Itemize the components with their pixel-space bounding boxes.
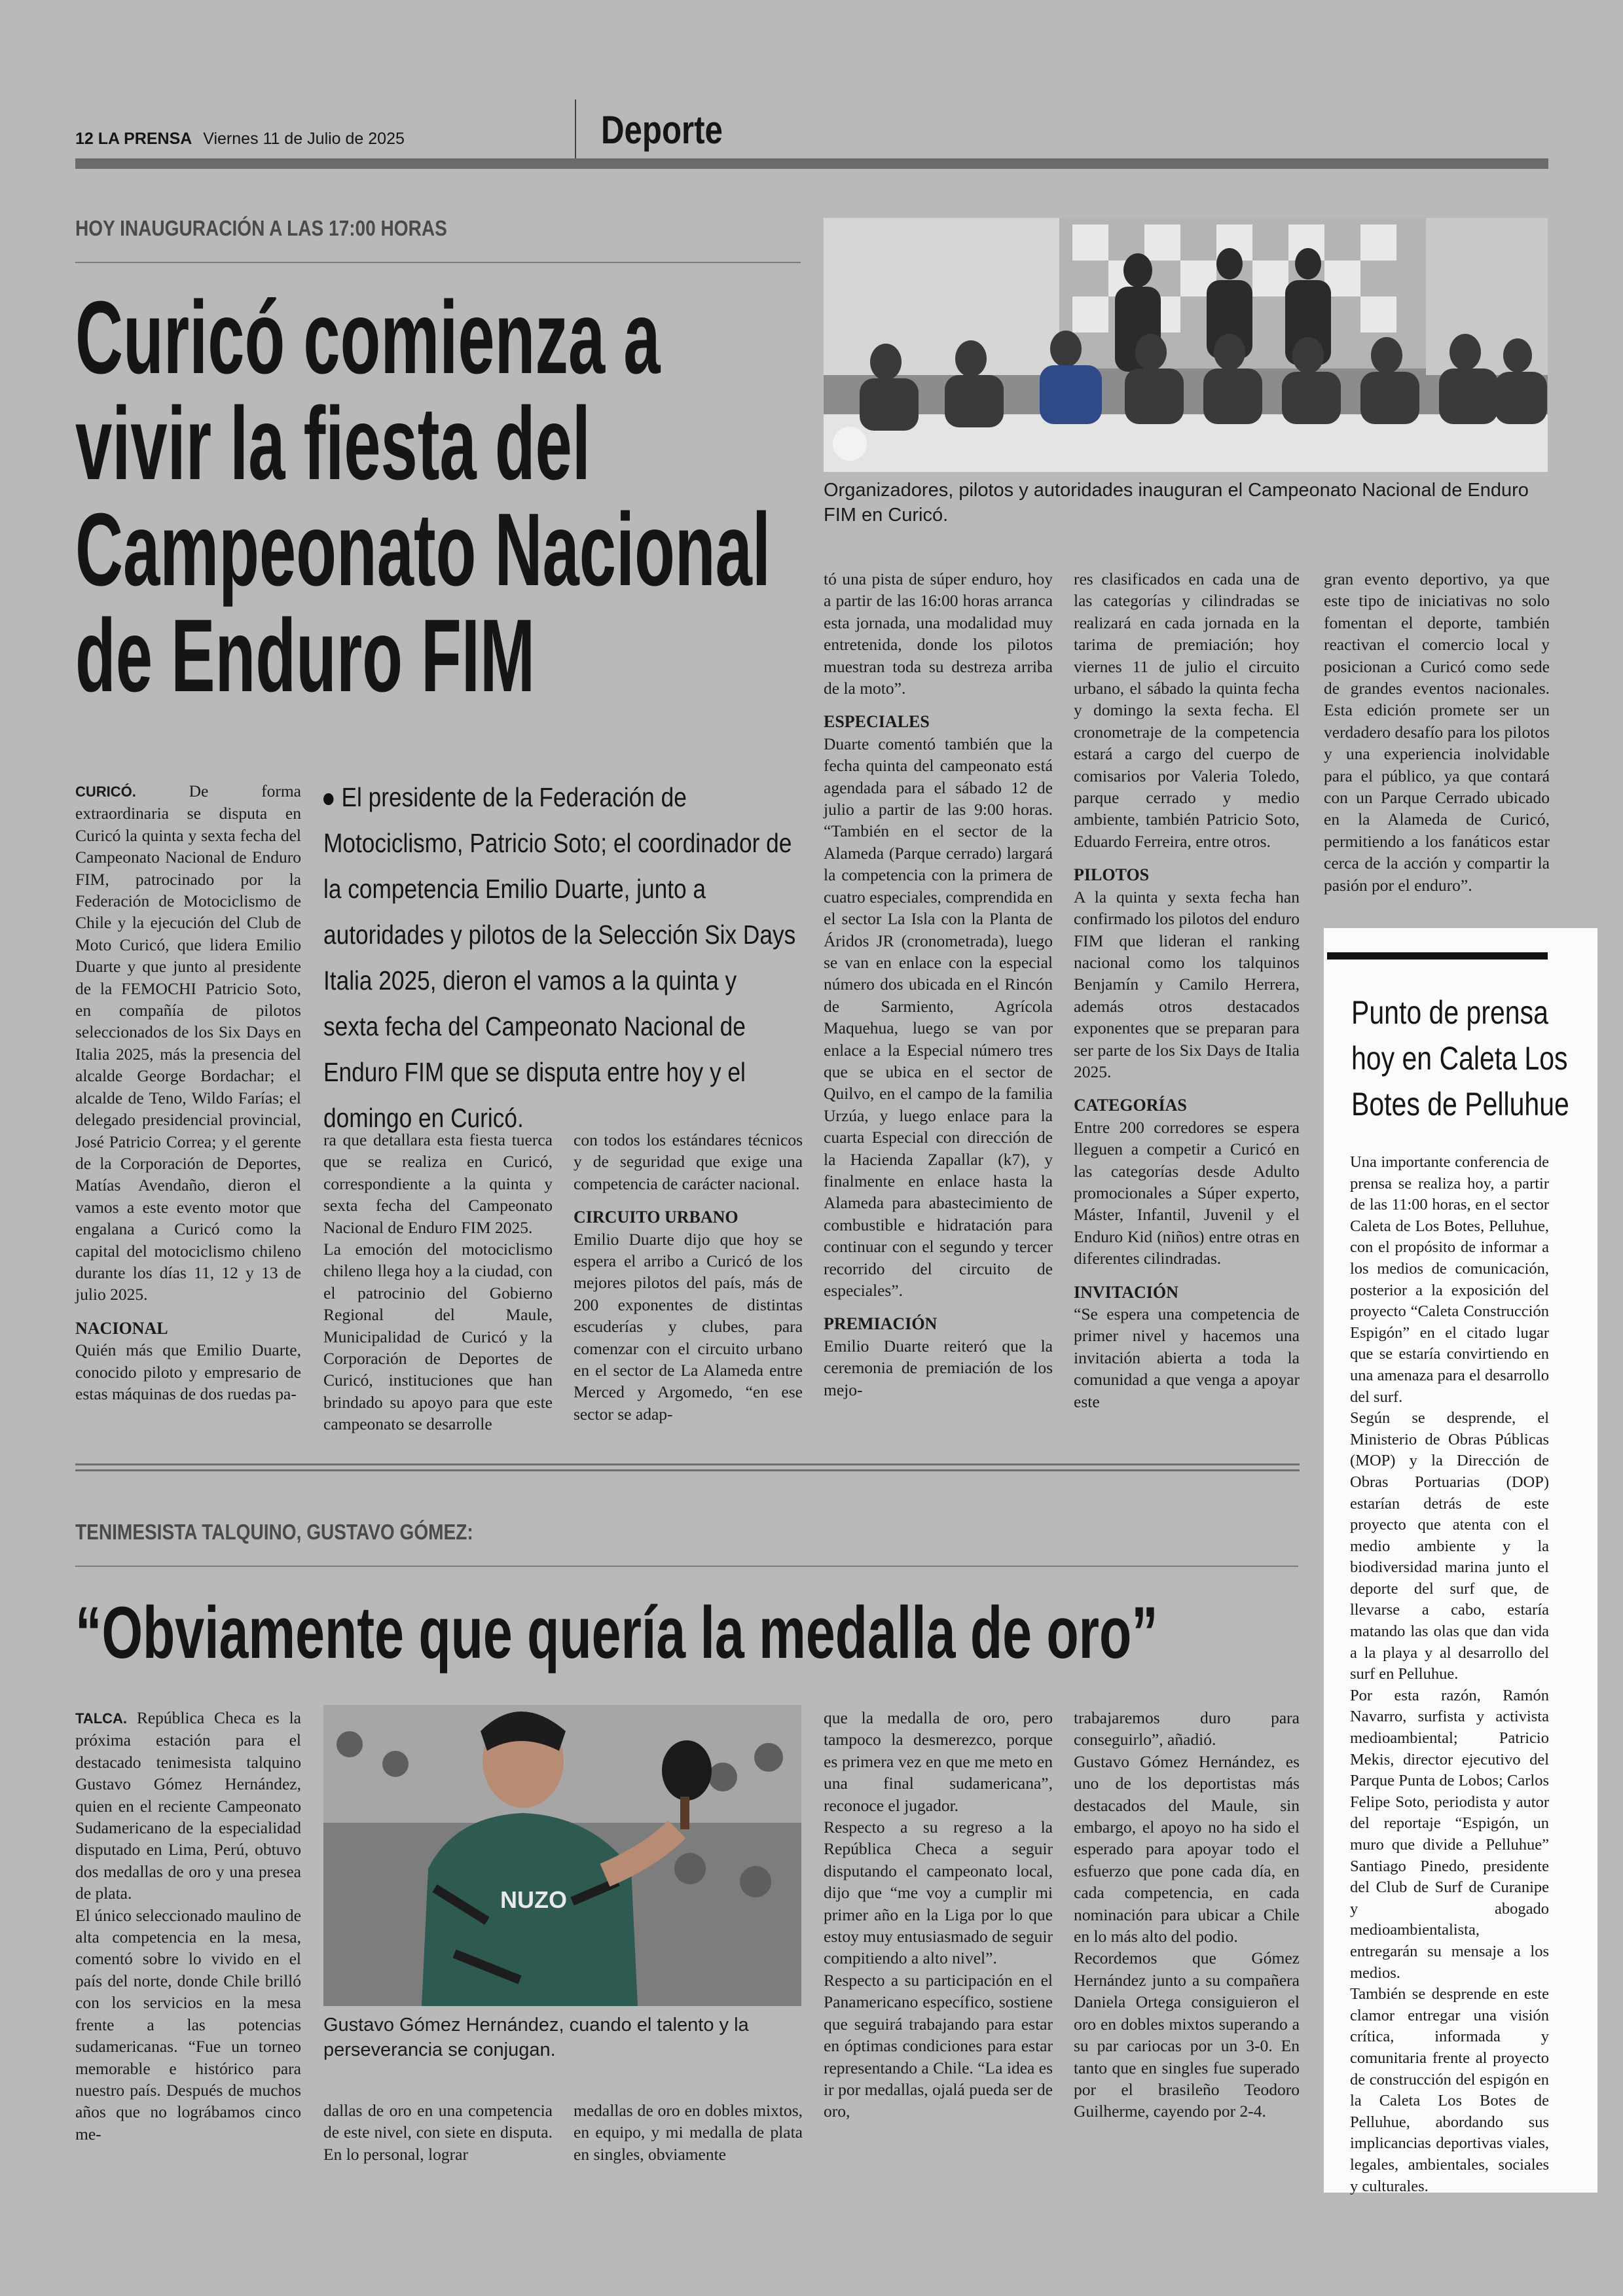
- paragraph: La emoción del motociclismo chileno llega hoy a la ciudad, con el patrocinio del Gobierno Regional del Maule, Municipalidad de Curicó y la Corporación de Deportes de Curicó, instituciones que han brindado su apoyo para que este campeonato se desarrolle: [323, 1240, 553, 1434]
- paragraph: El único seleccionado maulino de alta competencia en la mesa, comentó sobre lo vivido en el país del norte, donde Chile brilló con los servicios en la mesa frente a las potencias sudamericanas. “Fue un torneo memorable e histórico para nuestro país. Después de muchos años que no lográbamos cinco me-: [75, 1905, 301, 2144]
- paragraph: ra que detallara esta fiesta tuerca que se realiza en Curicó, correspondiente a la quinta y sexta fecha del Campeonato Nacional de Enduro FIM 2025.: [323, 1130, 553, 1237]
- bullet-icon: [323, 793, 333, 805]
- paragraph: gran evento deportivo, ya que este tipo de iniciativas no solo fomentan el deporte, también reactivan el comercio local y posicionan a Curicó como sede de grandes eventos nacionales. Esta edición promete ser un verdadero desafío para los pilotos y una experiencia inolvidable para el público, ya que contará con un Parque Cerrado ubicado en la Alameda de Curicó, permitiendo a los fanáticos estar cerca de la acción y compartir la pasión por el enduro”.: [1324, 569, 1550, 895]
- sidebar-headline: Punto de prensa hoy en Caleta Los Botes de Pelluhue: [1351, 994, 1569, 1122]
- paragraph: Recordemos que Gómez Hernández junto a su compañera Daniela Ortega consiguieron el oro en dobles mixtos superando a su par cariocas por un 3-0. En tanto que en singles fue superado por el brasileño Teodoro Guilherme, cayendo por 2-4.: [1074, 1948, 1300, 2121]
- paragraph: medallas de oro en dobles mixtos, en equipo, y mi medalla de plata en singles, obviamente: [574, 2101, 803, 2164]
- paragraph: Según se desprende, el Ministerio de Obras Públicas (MOP) y la Dirección de Obras Portuarias (DOP) estarían detrás de este proyecto que atenta con el medio ambiente y la biodiversidad marina junto el deporte del surf que, de llevarse a cabo, estaría matando las olas que dan vida a la playa y al desarrollo del surf en Pelluhue.: [1350, 1409, 1549, 1683]
- kicker-rule: [75, 262, 801, 263]
- paragraph: Respecto a su participación en el Panamericano específico, sostiene que seguirá trabajando para estar en óptimas condiciones para estar representando a Chile. “La idea es ir por medallas, ojalá pueda ser de oro,: [824, 1970, 1053, 2121]
- paragraph: Emilio Duarte dijo que hoy se espera el arribo a Curicó de los mejores pilotos del país, más de 200 exponentes de distintas escuderías y clubes, para comenzar con el circuito urbano en el sector de La Alameda entre Merced y Argomedo, “en ese sector se adap-: [574, 1229, 803, 1424]
- folio: [75, 130, 405, 149]
- article1-column-3: [574, 1129, 803, 1425]
- pull-quote: [323, 774, 796, 1141]
- paragraph: Quién más que Emilio Duarte, conocido piloto y empresario de estas máquinas de dos ruedas pa-: [75, 1340, 301, 1403]
- paragraph: “Se espera una competencia de primer nivel y hacemos una invitación abierta a toda la comunidad a que venga a apoyar este: [1074, 1304, 1300, 1411]
- article1-column-2: [323, 1129, 553, 1435]
- subheading: NACIONAL: [75, 1318, 168, 1338]
- inauguration-photo: [824, 218, 1548, 472]
- paragraph: También se desprende en este clamor entregar una visión crítica, informada y comunitaria frente al proyecto de construcción del espigón en la Caleta Los Botes de Pelluhue, abordando sus implicancias deportivas viales, legales, ambientales, sociales y culturales.: [1350, 1985, 1549, 2195]
- article2-kicker: TENIMESISTA TALQUINO, GUSTAVO GÓMEZ:: [75, 1520, 473, 1544]
- paragraph: Entre 200 corredores se espera lleguen a competir a Curicó en las categorías desde Adulto promocionales a Súper experto, Máster, Infantil, Juvenil y el Enduro Kid (niños) entre otras en diferentes cilindradas.: [1074, 1117, 1300, 1268]
- paragraph: que la medalla de oro, pero tampoco la desmerezco, porque es primera vez en que me meto en una final sudamericana”, reconoce el jugador.: [824, 1708, 1053, 1815]
- article2-column-3: [574, 2100, 803, 2165]
- subheading: CIRCUITO URBANO: [574, 1208, 739, 1227]
- article1-column-1: [75, 780, 301, 1405]
- paragraph: Respecto a su regreso a la República Checa a seguir disputando el campeonato local, dijo que “me voy a cumplir mi primer año en la Liga por lo que estoy muy entusiasmado de seguir compitiendo a alto nivel”.: [824, 1818, 1053, 1968]
- section-title: Deporte: [601, 108, 723, 152]
- page-number: 12: [75, 130, 94, 148]
- paragraph: tó una pista de súper enduro, hoy a partir de las 16:00 horas arranca esta jornada, una modalidad muy entretenida, donde los pilotos muestran toda su destreza arriba de la moto”.: [824, 569, 1053, 698]
- header-bar: [75, 158, 1548, 169]
- shirt-logo: NUZO: [500, 1886, 567, 1913]
- headline-line: vivir la fiesta del: [75, 386, 591, 501]
- photo1-caption: Organizadores, pilotos y autoridades inauguran el Campeonato Nacional de Enduro FIM en Curicó.: [824, 480, 1529, 526]
- dateline: CURICÓ.: [75, 783, 136, 800]
- article1-column-4: [824, 568, 1053, 1401]
- table-tennis-photo: [323, 1705, 801, 2006]
- article1-column-6: [1324, 568, 1550, 896]
- sidebar-body: [1350, 1152, 1549, 2197]
- dateline: TALCA.: [75, 1710, 128, 1727]
- paragraph: Gustavo Gómez Hernández, es uno de los deportistas más destacados del Maule, sin embargo, el apoyo no ha sido el esperado para apoyar todo el esfuerzo que pone cada día, en cada competencia, en cada nominación para ubicar a Chile en lo más alto del podio.: [1074, 1751, 1300, 1946]
- article2-headline: “Obviamente que quería la medalla de oro”: [75, 1592, 1158, 1674]
- paragraph: Por esta razón, Ramón Navarro, surfista y activista medioambiental; Patricio Mekis, director ejecutivo del Parque Punta de Lobos; Carlos Felipe Soto, periodista y autor del reportaje “Espigón, un muro que divide a Pelluhue” Santiago Pinedo, presidente del Club de Surf de Curanipe y abogado medioambientalista, entregarán su mensaje a los medios.: [1350, 1686, 1549, 1982]
- article2-column-2: [323, 2100, 553, 2165]
- subheading: PILOTOS: [1074, 865, 1150, 885]
- subheading: INVITACIÓN: [1074, 1282, 1178, 1302]
- sidebar-bar: [1327, 952, 1548, 960]
- article1-column-5: [1074, 568, 1300, 1412]
- publication-name: LA PRENSA: [98, 130, 192, 148]
- header-divider: [575, 99, 576, 162]
- article2-column-4: [824, 1707, 1053, 2123]
- headline-line: Campeonato Nacional: [75, 492, 771, 607]
- issue-date: Viernes 11 de Julio de 2025: [203, 130, 405, 148]
- article2-column-1: [75, 1707, 301, 2145]
- paragraph: A la quinta y sexta fecha han confirmado los pilotos del enduro FIM que lideran el ranking nacional como los talquinos Benjamín y Camilo Herrera, además otros destacados exponentes que se preparan para ser parte de los Six Days de Italia 2025.: [1074, 887, 1300, 1081]
- lead-paragraph: De forma extraordinaria se disputa en Curicó la quinta y sexta fecha del Campeonato Nacional de Enduro FIM, patrocinado por la Federación de Motociclismo de Chile y la ejecución del Club de Moto Curicó, que lidera Emilio Duarte y que junto al presidente de la FEMOCHI Patricio Soto, en compañía de pilotos seleccionados de los Six Days en Italia 2025, más la presencia del alcalde George Bordachar; el alcalde de Teno, Wildo Farías; el delegado presidencial provincial, José Patricio Correa; y el gerente de la Corporación de Deportes, Matías Avendaño, dieron el vamos a este evento motor que engalana a Curicó como la capital del motociclismo chileno durante los días 11, 12 y 13 de julio 2025.: [75, 781, 301, 1304]
- paragraph: Emilio Duarte reiteró que la ceremonia de premiación de los mejo-: [824, 1336, 1053, 1399]
- lead-paragraph: República Checa es la próxima estación para el destacado tenimesista talquino Gustavo Gómez Hernández, quien en el reciente Campeonato Sudamericano de la especialidad disputado en Lima, Perú, obtuvo dos medallas de oro y una presea de plata.: [75, 1708, 301, 1903]
- photo2-caption: Gustavo Gómez Hernández, cuando el talento y la perseverancia se conjugan.: [323, 2015, 749, 2060]
- subheading: CATEGORÍAS: [1074, 1096, 1187, 1115]
- paragraph: res clasificados en cada una de las categorías y cilindradas se realizará en cada jornada en la tarima de premiación; hoy viernes 11 de julio el circuito urbano, el sábado la quinta fecha y domingo la sexta fecha. El cronometraje de la competencia estará a cargo del cuerpo de comisarios por Valeria Toledo, parque cerrado y medio ambiente, también Patricio Soto, Eduardo Ferreira, entre otros.: [1074, 569, 1300, 851]
- kicker-rule: [75, 1566, 1298, 1567]
- article-separator: [75, 1463, 1300, 1471]
- article2-column-5: [1074, 1707, 1300, 2123]
- headline-line: Curicó comienza a: [75, 280, 661, 395]
- subheading: PREMIACIÓN: [824, 1314, 938, 1334]
- pull-quote-text: El presidente de la Federación de Motociclismo, Patricio Soto; el coordinador de la competencia Emilio Duarte, junto a autoridades y pilotos de la Selección Six Days Italia 2025, dieron el vamos a la quinta y sexta fecha del Campeonato Nacional de Enduro FIM que se disputa entre hoy y el domingo en Curicó.: [323, 782, 796, 1133]
- paragraph: con todos los estándares técnicos y de seguridad que exige una competencia de carácter nacional.: [574, 1130, 803, 1193]
- headline-line: de Enduro FIM: [75, 598, 536, 713]
- paragraph: dallas de oro en una competencia de este nivel, con siete en disputa. En lo personal, lograr: [323, 2101, 553, 2164]
- article1-kicker: HOY INAUGURACIÓN A LAS 17:00 HORAS: [75, 216, 447, 240]
- paragraph: Duarte comentó también que la fecha quinta del campeonato está agendada para el sábado 12 de julio a partir de las 9:00 horas. “También en el sector de la Alameda (Parque cerrado) largará la competencia con la primera de cuatro especiales, comprendida en el sector La Isla con la Planta de Áridos JR (cronometrada), luego se van en enlace con la especial número dos ubicada en el Rincón de Sarmiento, Agrícola Maquehua, luego se van por enlace a la Especial número tres que se ubica en el sector de Quilvo, en el campo de la familia Urzúa, y luego enlace para la cuarta Especial con dirección de la Hacienda Zapallar (k7), y finalmente en enlace hasta la Alameda para abastecimiento de combustible e hidratación para continuar con el segundo y tercer recorrido del circuito de especiales”.: [824, 734, 1053, 1300]
- subheading: ESPECIALES: [824, 712, 930, 732]
- paragraph: trabajaremos duro para conseguirlo”, añadió.: [1074, 1708, 1300, 1749]
- paragraph: Una importante conferencia de prensa se realiza hoy, a partir de las 11:00 horas, en el sector Caleta de Los Botes, Pelluhue, con el propósito de informar a los medios de comunicación, posterior a la exposición del proyecto “Caleta Construcción Espigón” en el citado lugar que se estaría convirtiendo en una amenaza para el desarrollo del surf.: [1350, 1153, 1549, 1406]
- article1-headline: [75, 280, 809, 713]
